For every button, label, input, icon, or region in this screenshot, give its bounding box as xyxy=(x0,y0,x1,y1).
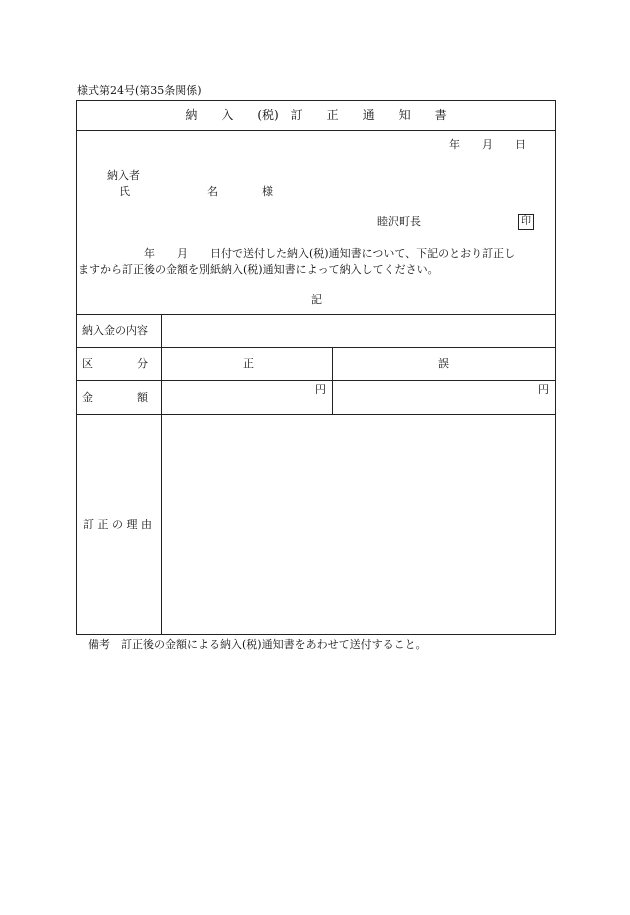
issuer-name: 睦沢町長 xyxy=(377,215,421,228)
frame-right xyxy=(555,100,556,634)
seal-mark: 印 xyxy=(518,214,534,230)
yen-correct: 円 xyxy=(315,383,326,396)
content-label: 納入金の内容 xyxy=(82,324,148,337)
body-line-2: ますから訂正後の金額を別紙納入(税)通知書によって納入してください。 xyxy=(78,263,439,276)
payer-label: 納入者 xyxy=(107,169,140,182)
rule-content xyxy=(76,314,556,315)
note: 備考 訂正後の金額による納入(税)通知書をあわせて送付すること。 xyxy=(88,638,427,651)
yen-error: 円 xyxy=(538,383,549,396)
reason-label: 訂 正 の 理 由 xyxy=(83,518,152,531)
rule-category xyxy=(76,347,556,348)
frame-left xyxy=(76,100,77,634)
rule-amount xyxy=(76,380,556,381)
form-title: 納 入 (税) 訂 正 通 知 書 xyxy=(185,108,447,122)
form-number: 様式第24号(第35条関係) xyxy=(77,84,202,97)
body-line-1: 年 月 日付で送付した納入(税)通知書について、下記のとおり訂正し xyxy=(144,247,516,260)
rule-reason xyxy=(76,414,556,415)
rule-title xyxy=(76,130,556,131)
category-label: 区 分 xyxy=(82,357,148,370)
ki-label: 記 xyxy=(311,293,322,306)
rule-label-column xyxy=(161,314,162,634)
rule-correct-error xyxy=(332,347,333,414)
date-fields: 年 月 日 xyxy=(449,138,526,151)
frame-top xyxy=(76,100,556,101)
correct-label: 正 xyxy=(243,357,254,370)
name-label: 氏 名 様 xyxy=(119,185,273,198)
frame-bottom xyxy=(76,634,556,635)
amount-label: 金 額 xyxy=(82,391,148,404)
error-label: 誤 xyxy=(438,357,449,370)
